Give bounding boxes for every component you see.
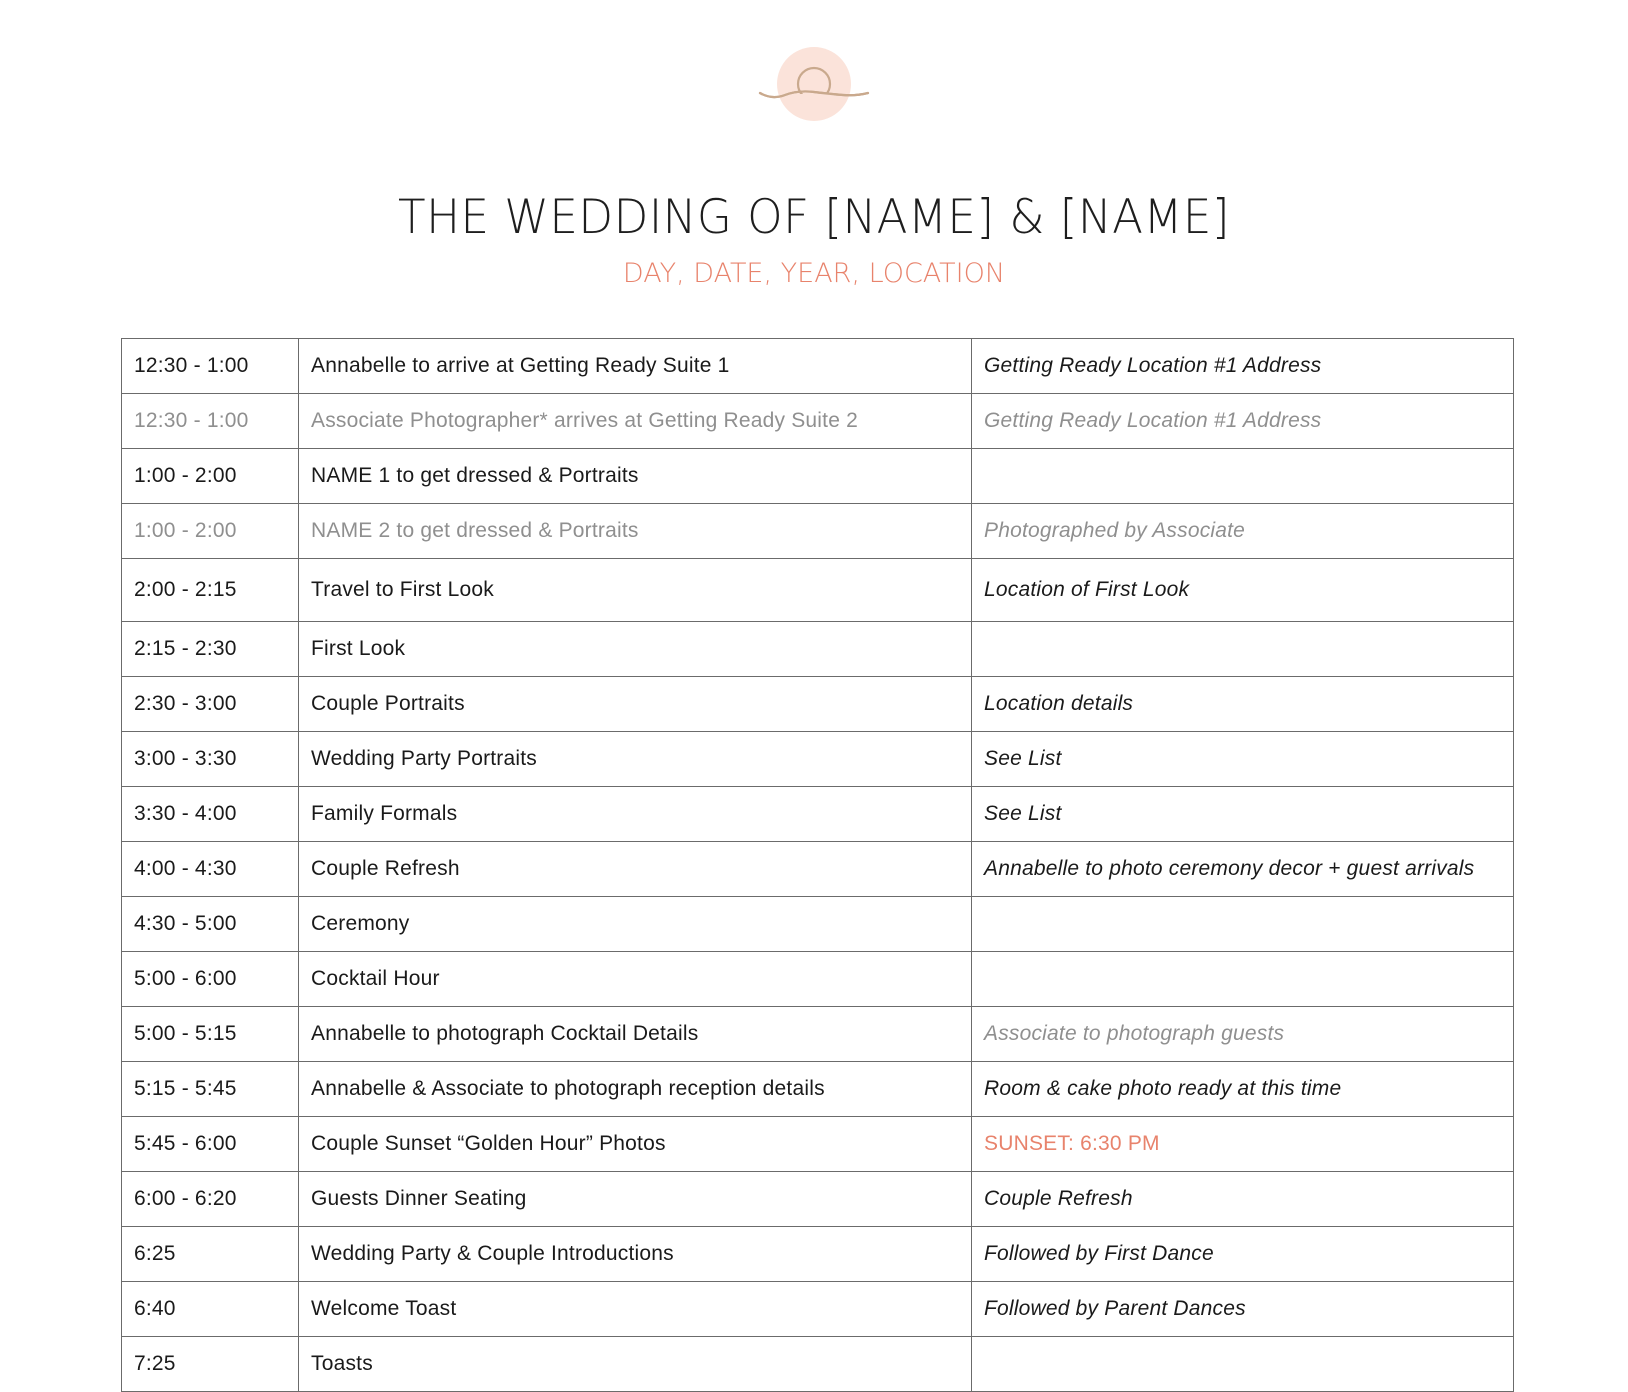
note-cell — [972, 897, 1514, 952]
note-cell: See List — [972, 732, 1514, 787]
note-cell: Photographed by Associate — [972, 504, 1514, 559]
note-cell: Followed by First Dance — [972, 1227, 1514, 1282]
time-cell: 5:00 - 5:15 — [122, 1007, 299, 1062]
event-cell: Ceremony — [299, 897, 972, 952]
table-row — [122, 504, 1514, 559]
time-cell: 6:40 — [122, 1282, 299, 1337]
event-cell: Cocktail Hour — [299, 952, 972, 1007]
table-row — [122, 1007, 1514, 1062]
schedule-table — [121, 338, 1514, 1392]
note-cell: Annabelle to photo ceremony decor + guest arrivals — [972, 842, 1514, 897]
event-cell: Couple Sunset “Golden Hour” Photos — [299, 1117, 972, 1172]
table-row — [122, 732, 1514, 787]
table-row — [122, 1117, 1514, 1172]
time-cell: 3:00 - 3:30 — [122, 732, 299, 787]
table-row — [122, 1282, 1514, 1337]
time-cell: 12:30 - 1:00 — [122, 339, 299, 394]
note-cell: Room & cake photo ready at this time — [972, 1062, 1514, 1117]
table-row — [122, 952, 1514, 1007]
event-cell: Annabelle & Associate to photograph reception details — [299, 1062, 972, 1117]
table-row — [122, 339, 1514, 394]
note-cell: Couple Refresh — [972, 1172, 1514, 1227]
event-cell: Annabelle to photograph Cocktail Details — [299, 1007, 972, 1062]
table-row — [122, 1227, 1514, 1282]
event-cell: Toasts — [299, 1337, 972, 1392]
note-cell: Location of First Look — [972, 559, 1514, 622]
note-cell: See List — [972, 787, 1514, 842]
note-cell — [972, 622, 1514, 677]
note-cell: Location details — [972, 677, 1514, 732]
table-row — [122, 622, 1514, 677]
time-cell: 3:30 - 4:00 — [122, 787, 299, 842]
page-title: THE WEDDING OF [NAME] & [NAME] — [398, 190, 1230, 245]
table-row — [122, 449, 1514, 504]
table-row — [122, 394, 1514, 449]
time-cell: 2:15 - 2:30 — [122, 622, 299, 677]
table-row — [122, 897, 1514, 952]
time-cell: 4:00 - 4:30 — [122, 842, 299, 897]
table-row — [122, 559, 1514, 622]
event-cell: Associate Photographer* arrives at Getting Ready Suite 2 — [299, 394, 972, 449]
table-row — [122, 1062, 1514, 1117]
sunset-note-cell: SUNSET: 6:30 PM — [972, 1117, 1514, 1172]
note-cell — [972, 1337, 1514, 1392]
time-cell: 4:30 - 5:00 — [122, 897, 299, 952]
table-row — [122, 1337, 1514, 1392]
event-cell: Couple Refresh — [299, 842, 972, 897]
table-row — [122, 787, 1514, 842]
time-cell: 12:30 - 1:00 — [122, 394, 299, 449]
event-cell: NAME 1 to get dressed & Portraits — [299, 449, 972, 504]
note-cell — [972, 449, 1514, 504]
sunset-wave-icon — [758, 46, 870, 126]
note-cell: Getting Ready Location #1 Address — [972, 394, 1514, 449]
time-cell: 6:00 - 6:20 — [122, 1172, 299, 1227]
event-cell: Travel to First Look — [299, 559, 972, 622]
table-row — [122, 1172, 1514, 1227]
event-cell: Welcome Toast — [299, 1282, 972, 1337]
event-cell: Wedding Party & Couple Introductions — [299, 1227, 972, 1282]
note-cell — [972, 952, 1514, 1007]
event-cell: First Look — [299, 622, 972, 677]
event-cell: Family Formals — [299, 787, 972, 842]
note-cell: Followed by Parent Dances — [972, 1282, 1514, 1337]
page-subtitle: DAY, DATE, YEAR, LOCATION — [622, 258, 1006, 289]
time-cell: 1:00 - 2:00 — [122, 504, 299, 559]
event-cell: Wedding Party Portraits — [299, 732, 972, 787]
time-cell: 5:45 - 6:00 — [122, 1117, 299, 1172]
time-cell: 2:00 - 2:15 — [122, 559, 299, 622]
event-cell: Couple Portraits — [299, 677, 972, 732]
event-cell: Annabelle to arrive at Getting Ready Suite 1 — [299, 339, 972, 394]
time-cell: 6:25 — [122, 1227, 299, 1282]
time-cell: 7:25 — [122, 1337, 299, 1392]
table-row — [122, 677, 1514, 732]
table-row — [122, 842, 1514, 897]
note-cell: Getting Ready Location #1 Address — [972, 339, 1514, 394]
note-cell: Associate to photograph guests — [972, 1007, 1514, 1062]
event-cell: Guests Dinner Seating — [299, 1172, 972, 1227]
time-cell: 5:00 - 6:00 — [122, 952, 299, 1007]
time-cell: 1:00 - 2:00 — [122, 449, 299, 504]
time-cell: 5:15 - 5:45 — [122, 1062, 299, 1117]
time-cell: 2:30 - 3:00 — [122, 677, 299, 732]
event-cell: NAME 2 to get dressed & Portraits — [299, 504, 972, 559]
